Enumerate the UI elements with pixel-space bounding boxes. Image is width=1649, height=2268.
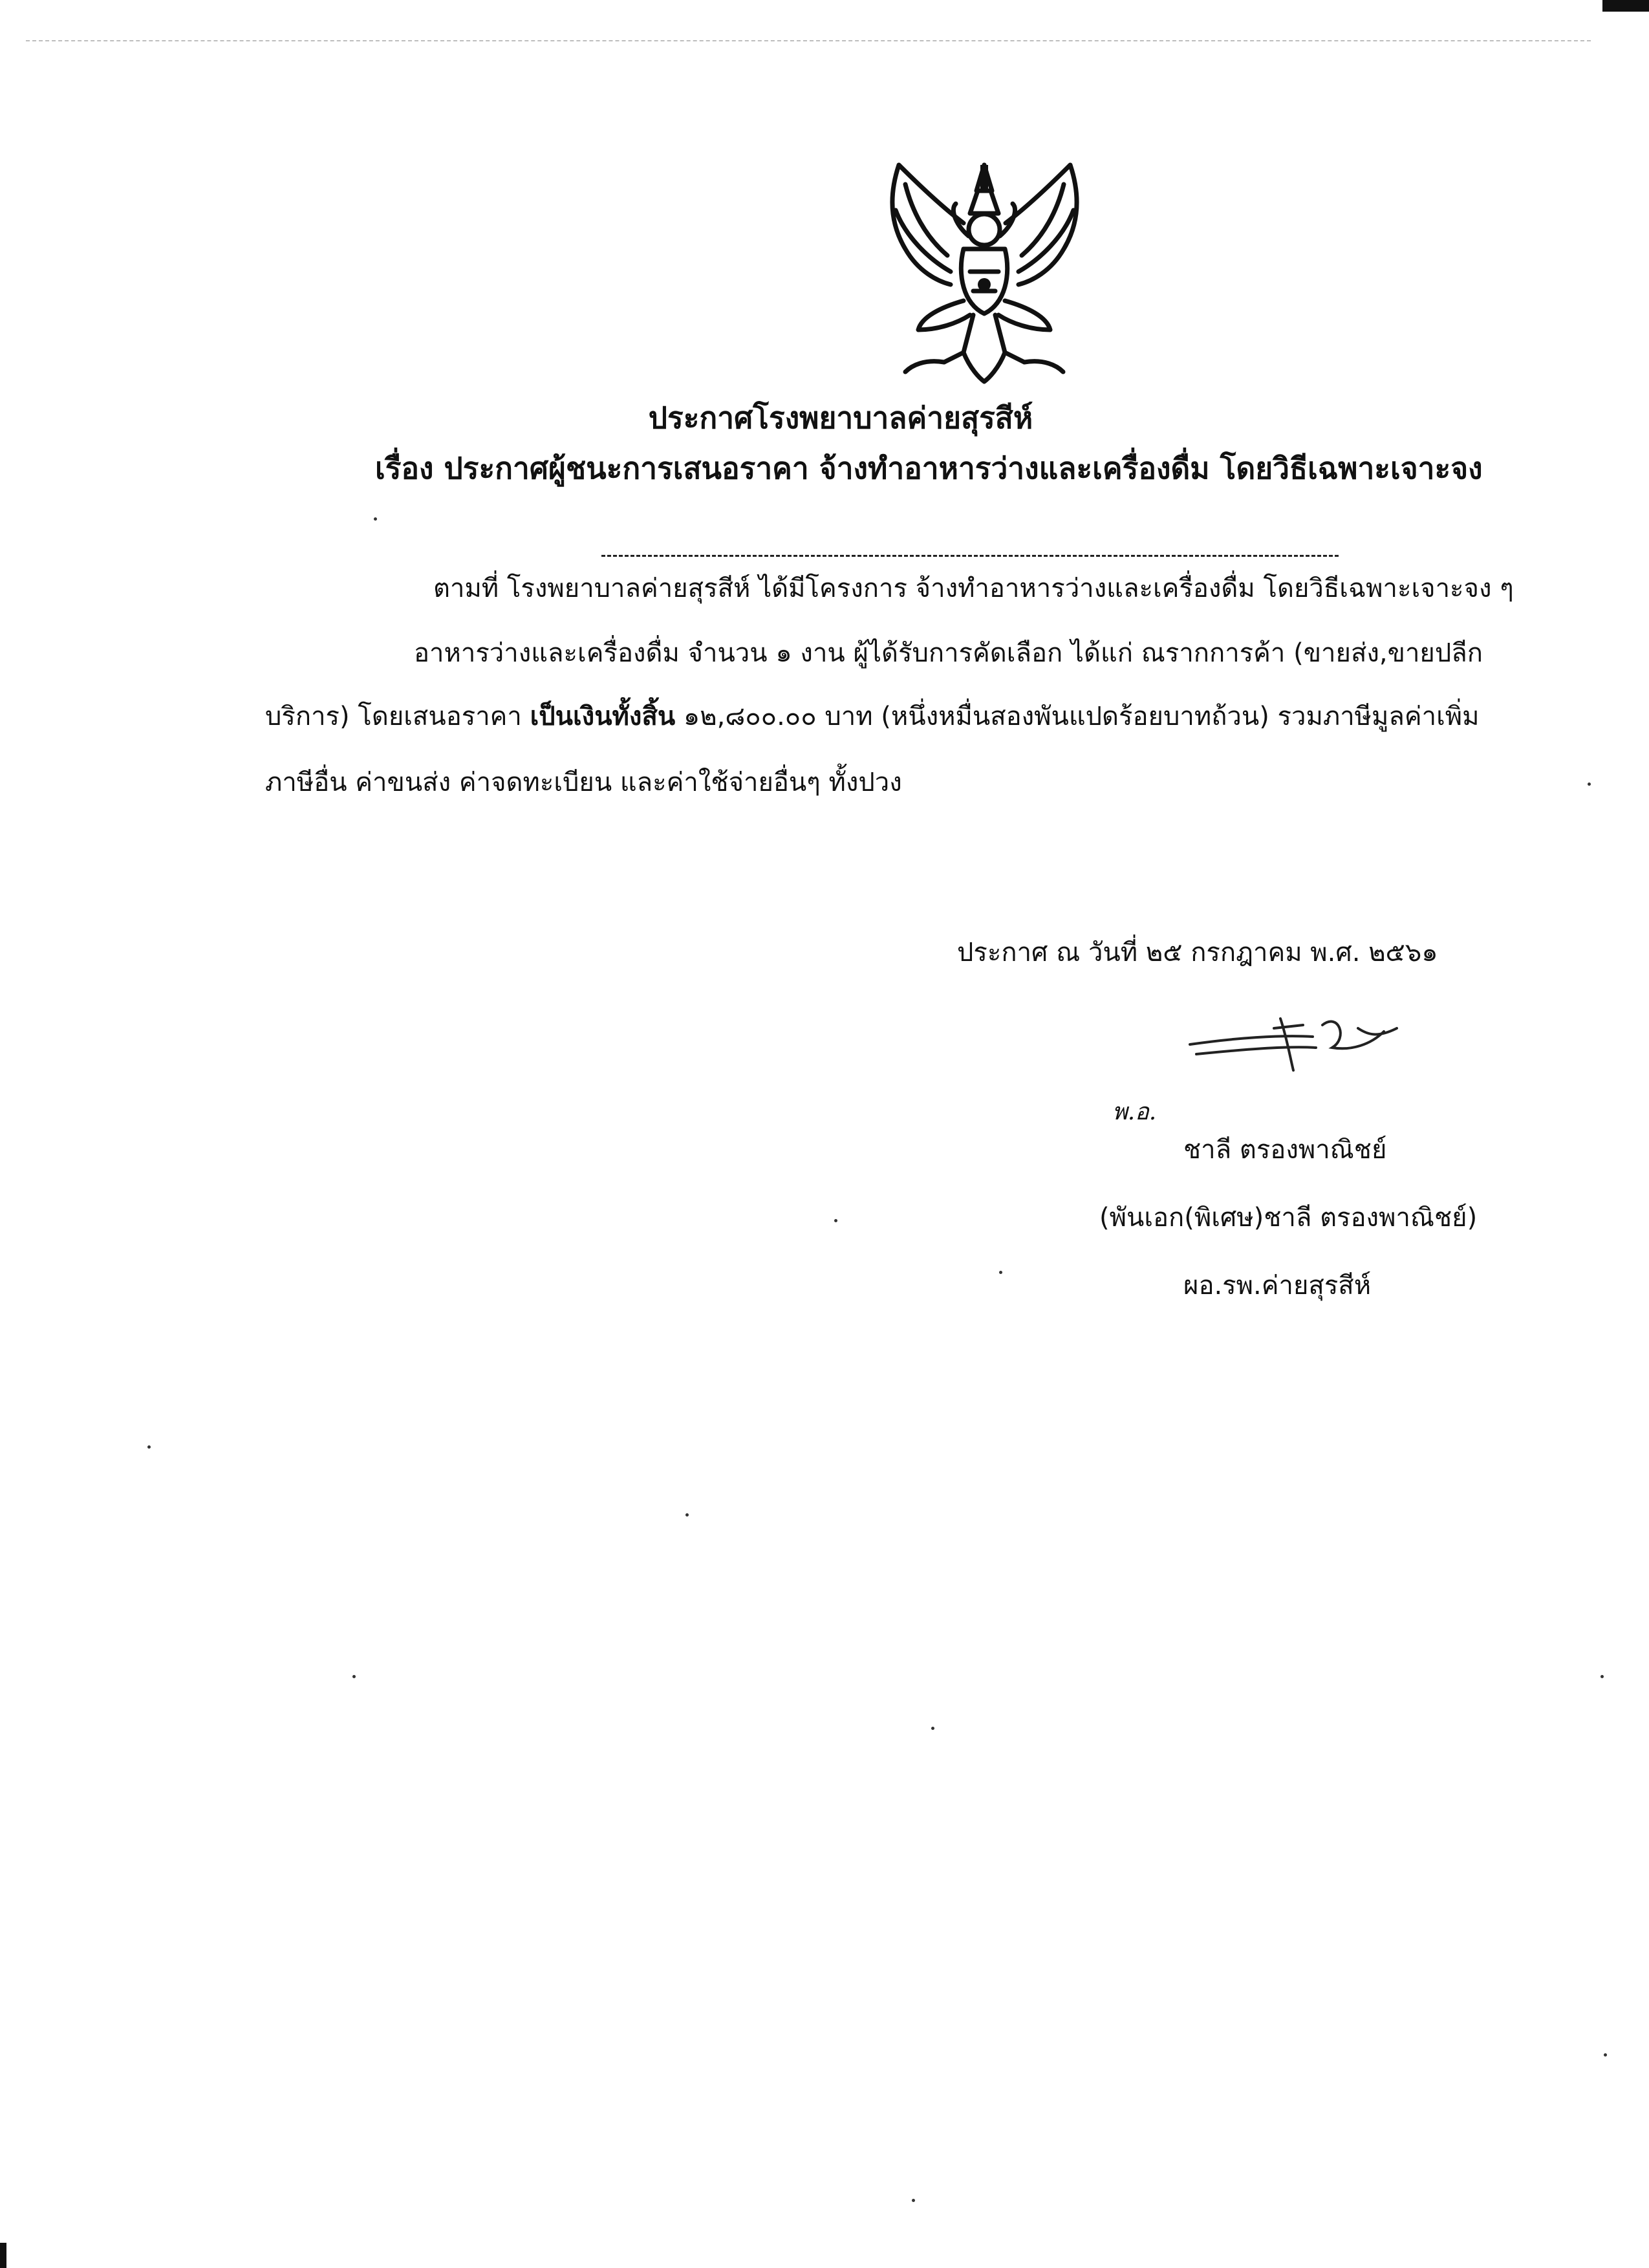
scan-edge-mark xyxy=(1602,0,1649,12)
body-line-1: ตามที่ โรงพยาบาลค่ายสุรสีห์ ได้มีโครงการ จ้างทำอาหารว่างและเครื่องดื่ม โดยวิธีเฉพาะเจาะจง ๆ xyxy=(433,574,1514,603)
signer-name: ชาลี ตรองพาณิชย์ xyxy=(1183,1135,1387,1165)
handwritten-signature-icon xyxy=(1183,999,1429,1083)
title-divider xyxy=(601,555,1339,557)
body-line-3 xyxy=(265,704,1480,729)
body-line-3-start: บริการ) โดยเสนอราคา xyxy=(265,702,530,731)
scan-speck xyxy=(374,517,377,521)
document-title-subject: เรื่อง ประกาศผู้ชนะการเสนอราคา จ้างทำอาหารว่างและเครื่องดื่ม โดยวิธีเฉพาะเจาะจง xyxy=(375,451,1483,486)
signer-rank-prefix: พ.อ. xyxy=(1112,1099,1157,1125)
scan-speck xyxy=(352,1675,356,1678)
scan-speck xyxy=(999,1271,1002,1274)
scan-speck xyxy=(912,2199,915,2202)
scan-speck xyxy=(1600,1675,1604,1678)
document-title-agency: ประกาศโรงพยาบาลค่ายสุรสีห์ xyxy=(648,400,1033,435)
scan-speck xyxy=(147,1445,151,1449)
signer-full-name: (พันเอก(พิเศษ)ชาลี ตรองพาณิชย์) xyxy=(1099,1203,1478,1233)
signer-position: ผอ.รพ.ค่ายสุรสีห์ xyxy=(1183,1271,1372,1301)
scan-speck xyxy=(1588,783,1591,786)
announcement-date: ประกาศ ณ วันที่ ๒๕ กรกฎาคม พ.ศ. ๒๕๖๑ xyxy=(957,938,1438,967)
scan-speck xyxy=(685,1513,689,1517)
body-line-2: อาหารว่างและเครื่องดื่ม จำนวน ๑ งาน ผู้ได้รับการคัดเลือก ได้แก่ ณรากการค้า (ขายส่ง,ขายปลีก xyxy=(414,638,1483,668)
body-line-4: ภาษีอื่น ค่าขนส่ง ค่าจดทะเบียน และค่าใช้จ่ายอื่นๆ ทั้งปวง xyxy=(265,768,902,797)
scan-edge-mark-left xyxy=(0,2243,6,2268)
scan-speck xyxy=(1604,2053,1607,2057)
body-line-3-bold: เป็นเงินทั้งสิ้น xyxy=(530,702,676,731)
scan-top-line xyxy=(26,40,1591,41)
scan-speck xyxy=(834,1219,837,1222)
garuda-emblem-icon xyxy=(867,146,1103,391)
body-line-3-end: ๑๒,๘๐๐.๐๐ บาท (หนึ่งหมื่นสองพันแปดร้อยบาทถ้วน) รวมภาษีมูลค่าเพิ่ม xyxy=(675,702,1480,731)
scan-speck xyxy=(931,1727,934,1730)
